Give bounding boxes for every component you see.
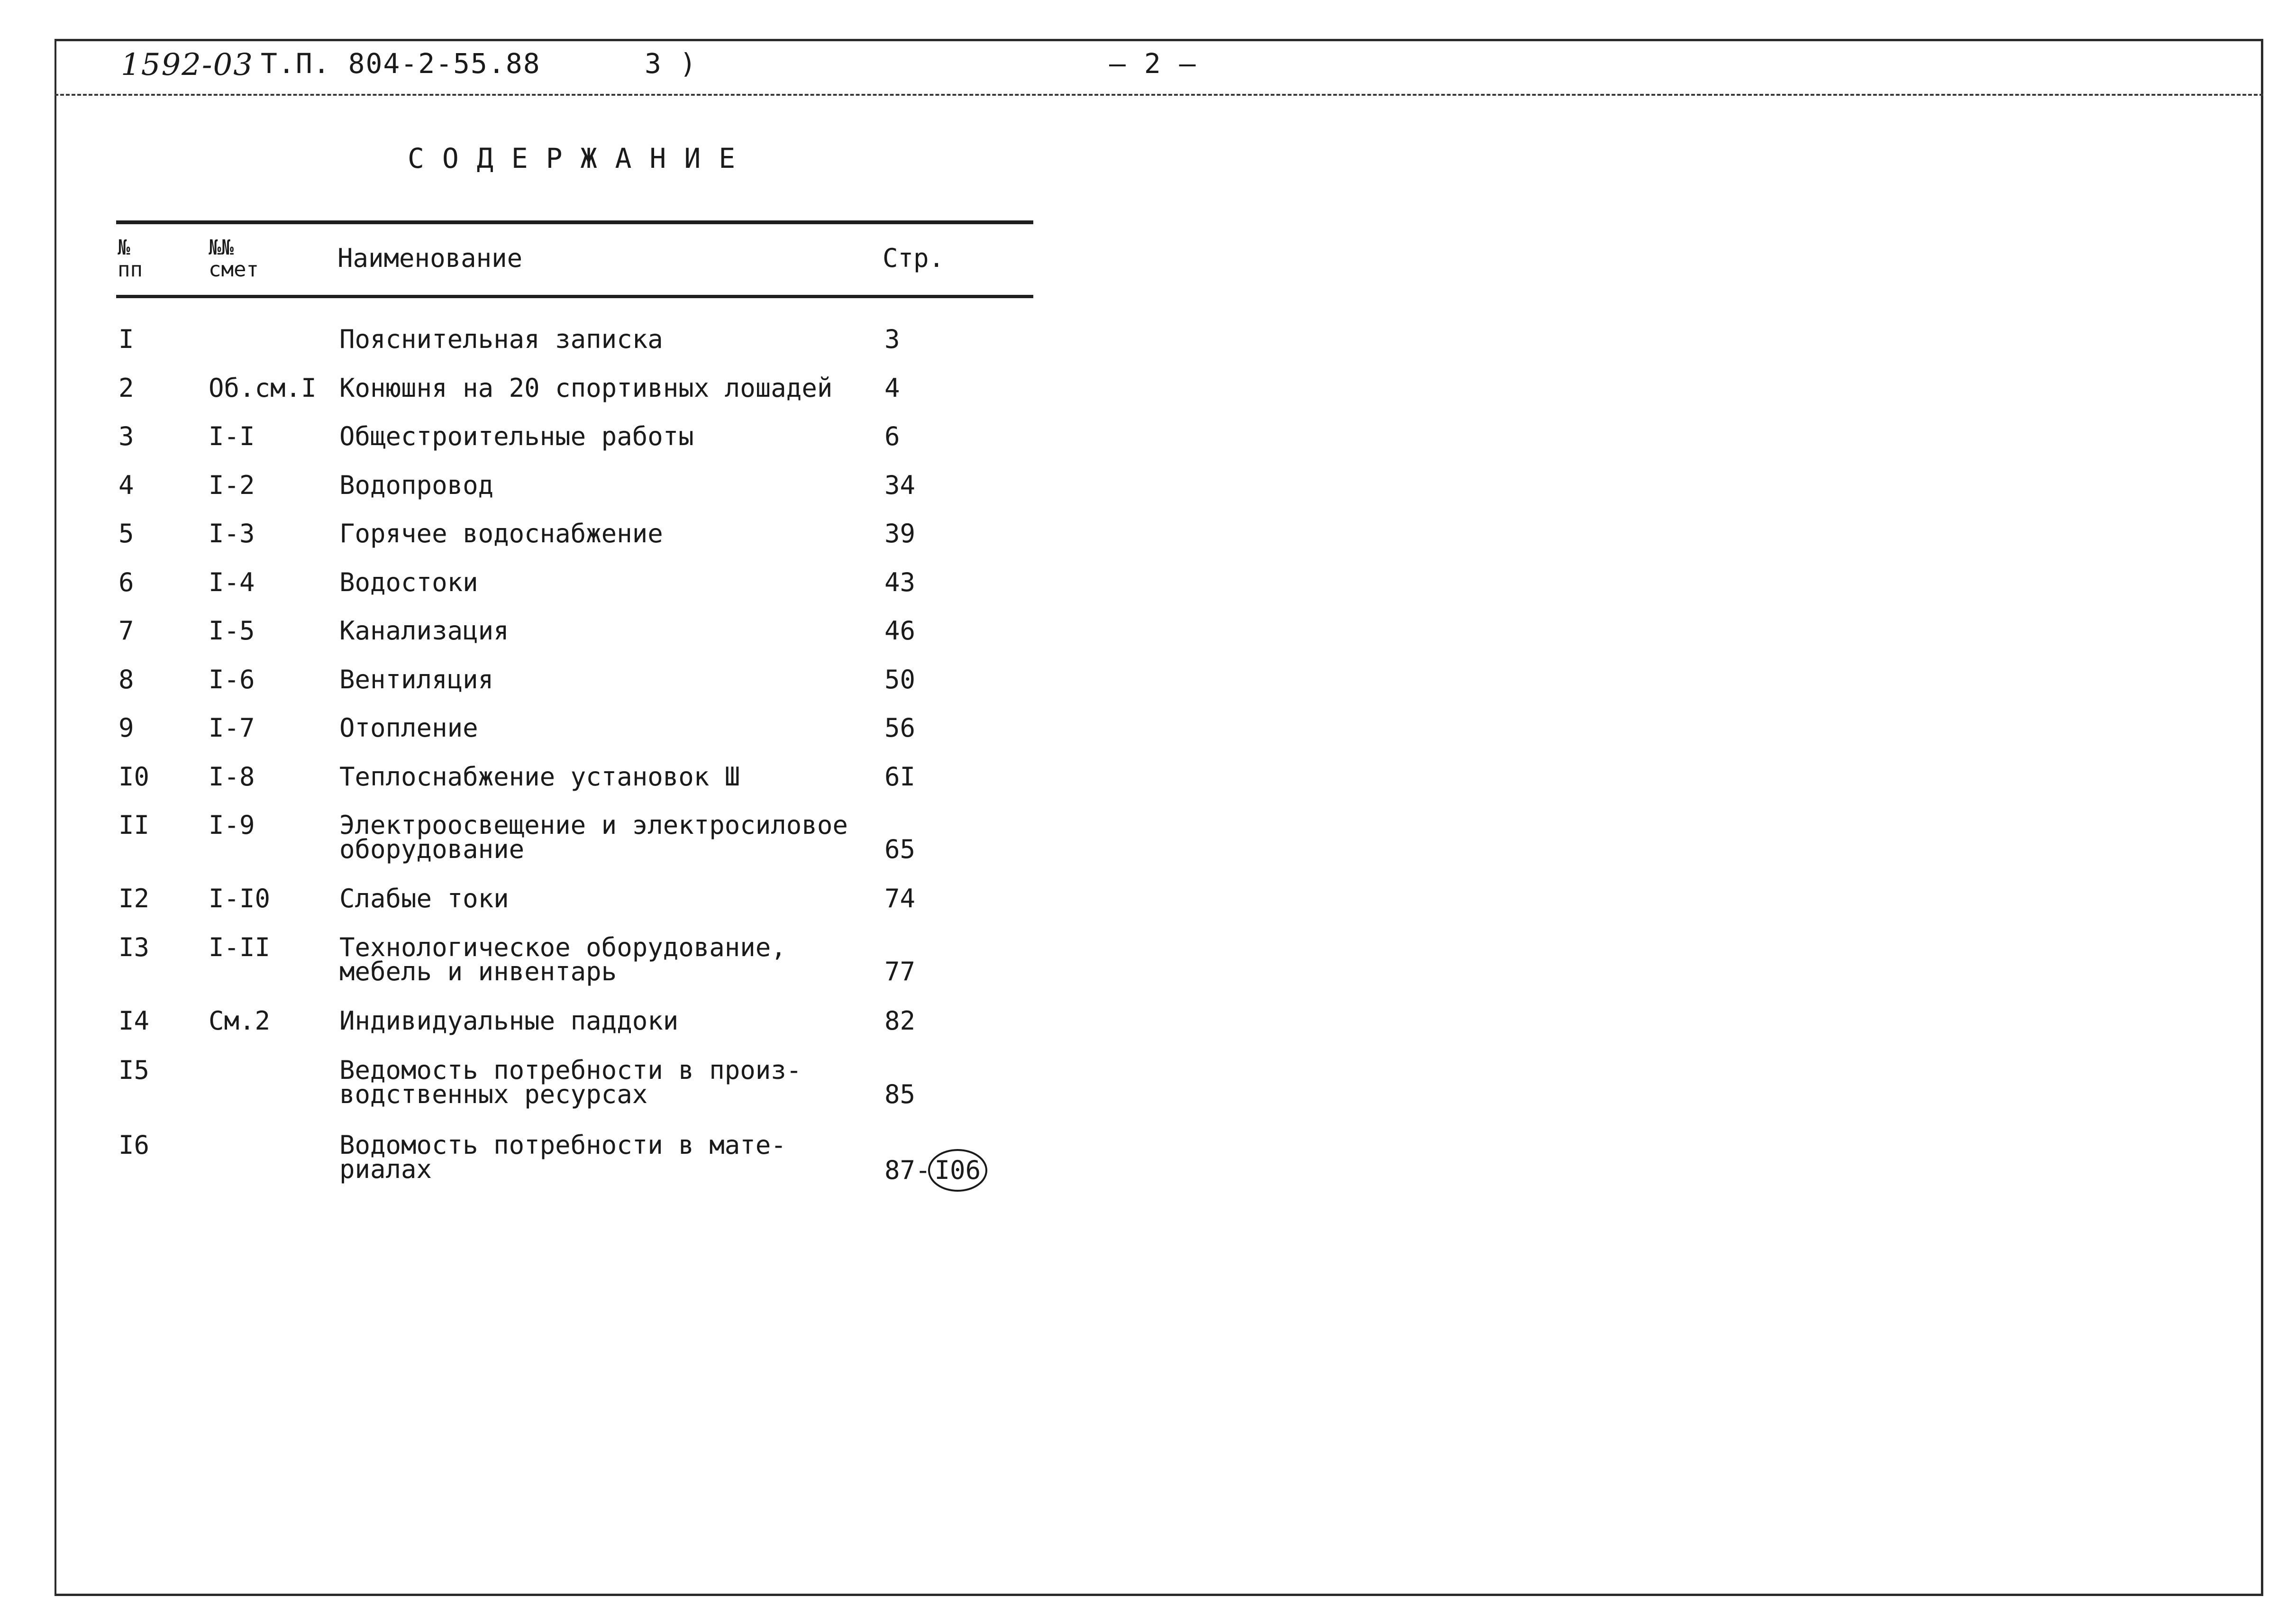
row-page: 82 [884,1006,916,1036]
row-number: I2 [118,884,150,913]
row-name: Ведомость потребности в произ-водственных ресурсах [339,1055,802,1109]
row-number: I3 [118,932,150,962]
row-page: 6I [884,762,916,792]
row-name: Канализация [339,616,509,646]
row-name: Водостоки [339,567,478,597]
column-header-name: Наименование [337,243,523,273]
row-estimate: I-I [209,421,255,451]
row-page: 50 [884,665,916,694]
row-number: 7 [118,616,134,646]
row-name: Вентиляция [339,665,494,694]
row-number: II [118,810,150,840]
row-page: 3 [884,324,900,354]
row-page: 34 [884,470,916,500]
row-page: 56 [884,713,916,743]
row-estimate: См.2 [209,1006,271,1036]
row-estimate: I-8 [209,762,255,792]
row-estimate: Об.см.I [209,373,317,403]
row-page: 74 [884,884,916,913]
row-estimate: I-I0 [209,884,271,913]
row-name: Технологическое оборудование, мебель и инвентарь [339,932,802,986]
row-number: 2 [118,373,134,403]
page-title: СОДЕРЖАНИЕ [408,142,754,174]
row-name: Конюшня на 20 спортивных лошадей [339,373,833,403]
row-estimate: I-5 [209,616,255,646]
header-divider [55,94,2263,96]
row-name: Электроосвещение и электросиловое оборудование [339,810,864,864]
column-header-num: № пп [118,236,143,282]
inventory-number: 1592-03 [121,47,254,82]
page-number: — 2 — [1109,47,1197,80]
column-header-estimate: №№ смет [209,236,259,282]
row-number: 8 [118,665,134,694]
row-name: Пояснительная записка [339,324,663,354]
row-estimate: I-3 [209,519,255,548]
row-estimate: I-4 [209,567,255,597]
row-name: Горячее водоснабжение [339,519,663,548]
row-number: I6 [118,1130,150,1160]
project-code: Т.П. 804-2-55.88 [261,47,541,80]
row-number: I4 [118,1006,150,1036]
row-page [884,1149,987,1192]
row-number: 9 [118,713,134,743]
row-page: 4 [884,373,900,403]
row-number: I [118,324,134,354]
row-estimate: I-9 [209,810,255,840]
row-name: Слабые токи [339,884,509,913]
row-name: Водопровод [339,470,494,500]
table-top-rule [116,220,1033,224]
column-header-page: Стр. [883,243,945,273]
page-range-end-circled: I06 [928,1149,988,1192]
row-number: 6 [118,567,134,597]
row-name: Теплоснабжение установок Ш [339,762,740,792]
row-page: 39 [884,519,916,548]
row-name: Отопление [339,713,478,743]
page-range-start: 87- [884,1155,931,1185]
part-number: 3 ) [645,47,697,80]
row-page: 85 [884,1079,916,1109]
row-name: Общестроительные работы [339,421,694,451]
row-estimate: I-II [209,932,271,962]
row-number: I0 [118,762,150,792]
row-number: I5 [118,1055,150,1085]
row-page: 77 [884,957,916,986]
row-number: 3 [118,421,134,451]
row-estimate: I-2 [209,470,255,500]
row-estimate: I-6 [209,665,255,694]
table-header-rule [116,295,1033,298]
row-number: 5 [118,519,134,548]
row-page: 65 [884,834,916,864]
row-estimate: I-7 [209,713,255,743]
row-page: 43 [884,567,916,597]
row-page: 46 [884,616,916,646]
row-page: 6 [884,421,900,451]
row-number: 4 [118,470,134,500]
row-name: Индивидуальные паддоки [339,1006,679,1036]
row-name: Водомость потребности в мате-риалах [339,1130,786,1184]
